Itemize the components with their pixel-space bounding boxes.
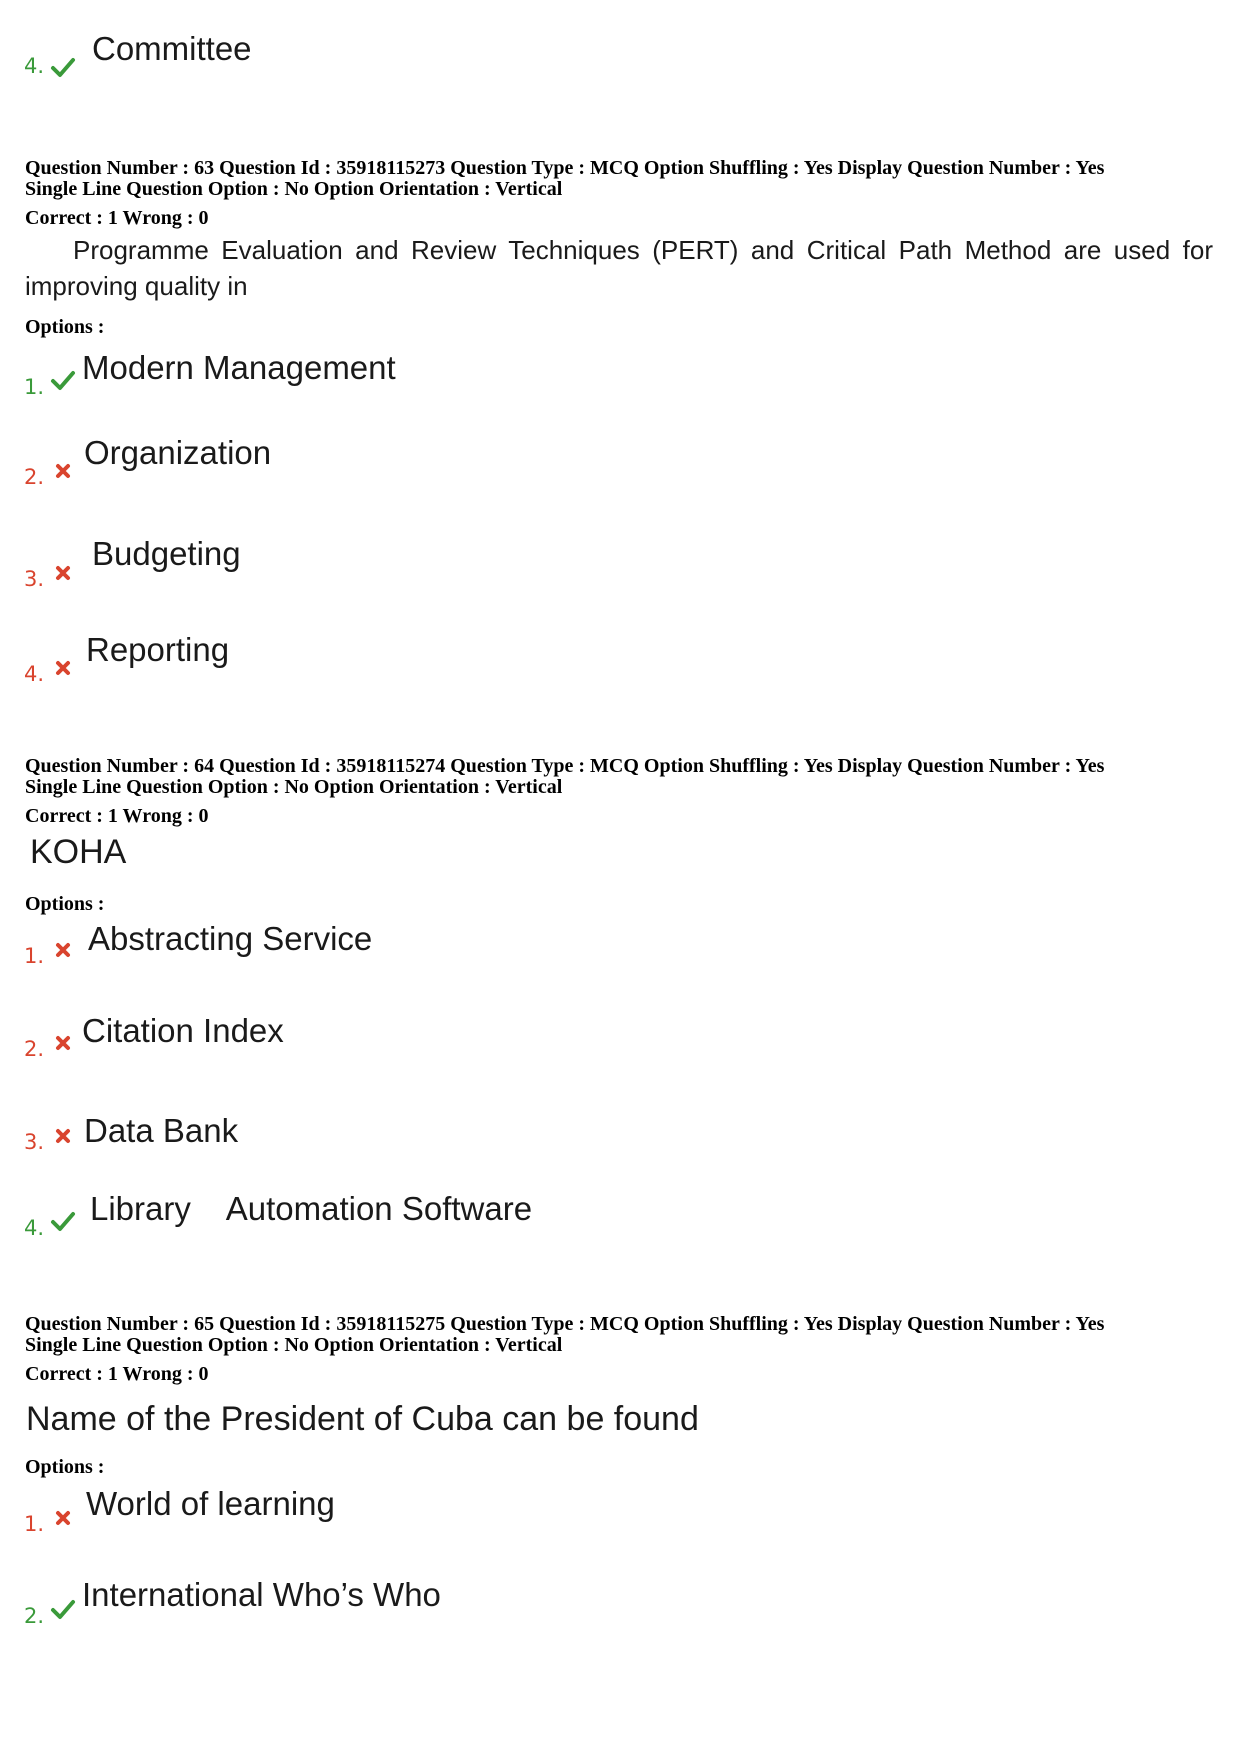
option-number: 3. (24, 567, 45, 591)
options-label: Options : (25, 893, 105, 915)
cross-icon (55, 1035, 71, 1051)
question-meta-line1: Question Number : 64 Question Id : 35918115274 Question Type : MCQ Option Shuffling : Yes Display Question Number : Yes (25, 755, 1105, 777)
option-number: 2. (24, 1604, 45, 1628)
option-text: Budgeting (92, 535, 241, 572)
option-text: Library Automation Software (90, 1190, 533, 1227)
option-text: Abstracting Service (88, 920, 373, 957)
option-number: 1. (24, 1512, 45, 1536)
option-number: 4. (24, 1216, 45, 1240)
check-icon (50, 1598, 76, 1620)
option-text: Reporting (86, 631, 230, 668)
check-icon (50, 1210, 76, 1232)
option-text: International Who’s Who (82, 1576, 441, 1613)
option-text: Organization (84, 434, 272, 471)
check-icon (50, 56, 76, 78)
option-number: 2. (24, 465, 45, 489)
question-marks: Correct : 1 Wrong : 0 (25, 207, 209, 229)
options-label: Options : (25, 316, 105, 338)
question-meta-line1: Question Number : 65 Question Id : 35918115275 Question Type : MCQ Option Shuffling : Yes Display Question Number : Yes (25, 1313, 1105, 1335)
option-number: 3. (24, 1130, 45, 1154)
cross-icon (55, 565, 71, 581)
option-text: Committee (92, 30, 252, 67)
cross-icon (55, 660, 71, 676)
cross-icon (55, 942, 71, 958)
option-text: Data Bank (84, 1112, 239, 1149)
question-stem: Name of the President of Cuba can be found (26, 1400, 699, 1438)
option-number: 2. (24, 1037, 45, 1061)
question-meta-line2: Single Line Question Option : No Option Orientation : Vertical (25, 1334, 563, 1356)
question-stem: Programme Evaluation and Review Techniques (PERT) and Critical Path Method are used for improving quality in (25, 235, 1213, 301)
option-text: Modern Management (82, 349, 396, 386)
option-number: 4. (24, 662, 45, 686)
question-meta-line2: Single Line Question Option : No Option Orientation : Vertical (25, 178, 563, 200)
question-marks: Correct : 1 Wrong : 0 (25, 1363, 209, 1385)
option-number: 4. (24, 54, 45, 78)
options-label: Options : (25, 1456, 105, 1478)
option-number: 1. (24, 944, 45, 968)
question-marks: Correct : 1 Wrong : 0 (25, 805, 209, 827)
question-meta-line1: Question Number : 63 Question Id : 35918115273 Question Type : MCQ Option Shuffling : Yes Display Question Number : Yes (25, 157, 1105, 179)
check-icon (50, 369, 76, 391)
option-text: Citation Index (82, 1012, 284, 1049)
option-text: World of learning (86, 1485, 335, 1522)
question-meta-line2: Single Line Question Option : No Option Orientation : Vertical (25, 776, 563, 798)
cross-icon (55, 1128, 71, 1144)
option-number: 1. (24, 375, 45, 399)
question-stem: KOHA (30, 833, 127, 871)
cross-icon (55, 1510, 71, 1526)
cross-icon (55, 463, 71, 479)
